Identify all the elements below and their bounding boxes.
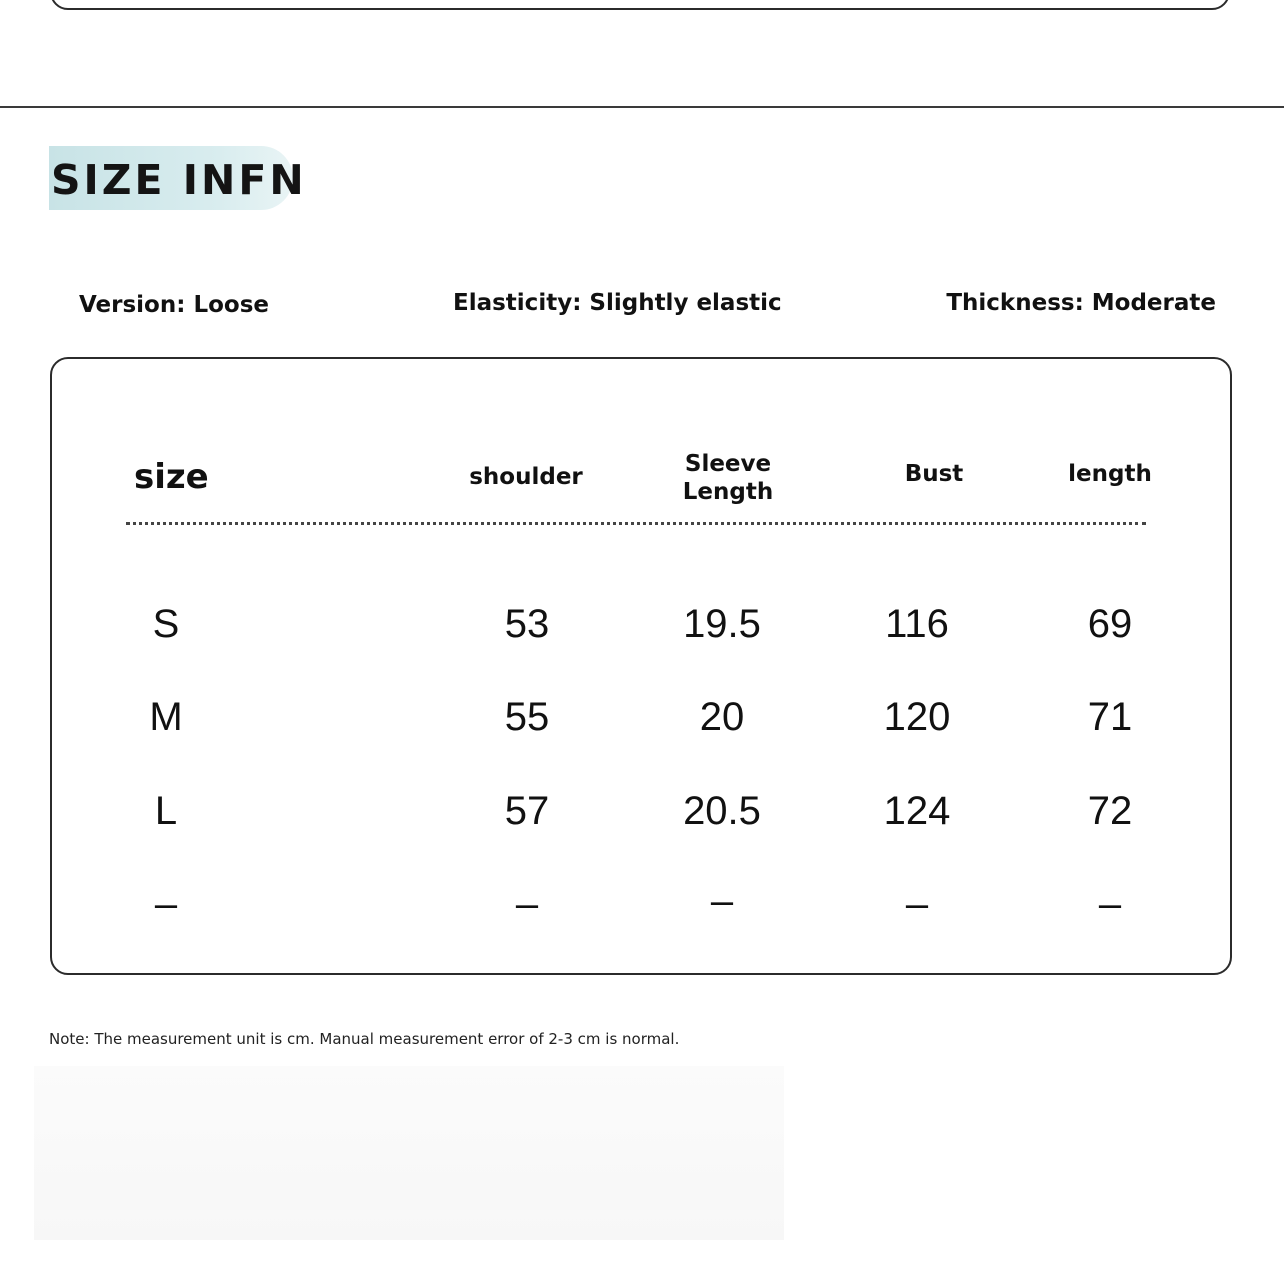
header-sleeve-length-line1: Sleeve xyxy=(684,451,772,477)
cell-length: 72 xyxy=(1087,789,1133,833)
background-fade xyxy=(34,1066,784,1240)
cell-bust: 116 xyxy=(885,602,949,646)
cell-shoulder: 53 xyxy=(504,602,550,646)
header-length: length xyxy=(1068,461,1152,487)
spec-elasticity: Elasticity: Slightly elastic xyxy=(453,290,782,316)
cell-sleeve-length: 19.5 xyxy=(683,602,761,646)
cell-size: S xyxy=(152,602,180,646)
header-sleeve-length xyxy=(628,450,828,506)
cell-length: – xyxy=(1098,882,1122,926)
spec-version: Version: Loose xyxy=(79,292,269,318)
cell-shoulder: 55 xyxy=(504,695,550,739)
header-bust: Bust xyxy=(904,461,964,487)
header-shoulder: shoulder xyxy=(469,464,583,490)
measurement-note: Note: The measurement unit is cm. Manual measurement error of 2-3 cm is normal. xyxy=(49,1030,680,1048)
cell-shoulder: 57 xyxy=(504,789,550,833)
cell-length: 69 xyxy=(1087,602,1133,646)
cell-bust: – xyxy=(905,882,929,926)
header-size: size xyxy=(134,457,209,497)
previous-section-frame xyxy=(50,0,1230,10)
cell-sleeve-length: 20.5 xyxy=(683,789,761,833)
cell-size: L xyxy=(154,789,178,833)
section-divider xyxy=(0,106,1284,108)
cell-size: M xyxy=(149,695,183,739)
size-info-heading: SIZE INFN xyxy=(49,146,293,210)
spec-thickness: Thickness: Moderate xyxy=(946,290,1216,316)
cell-sleeve-length: 20 xyxy=(699,695,745,739)
cell-bust: 124 xyxy=(883,789,951,833)
cell-size: – xyxy=(154,882,178,926)
cell-sleeve-length: – xyxy=(710,879,734,923)
cell-length: 71 xyxy=(1087,695,1133,739)
cell-shoulder: – xyxy=(515,882,539,926)
header-sleeve-length-line2: Length xyxy=(682,479,774,505)
cell-bust: 120 xyxy=(883,695,951,739)
header-separator xyxy=(126,522,1146,525)
size-table xyxy=(50,357,1232,975)
